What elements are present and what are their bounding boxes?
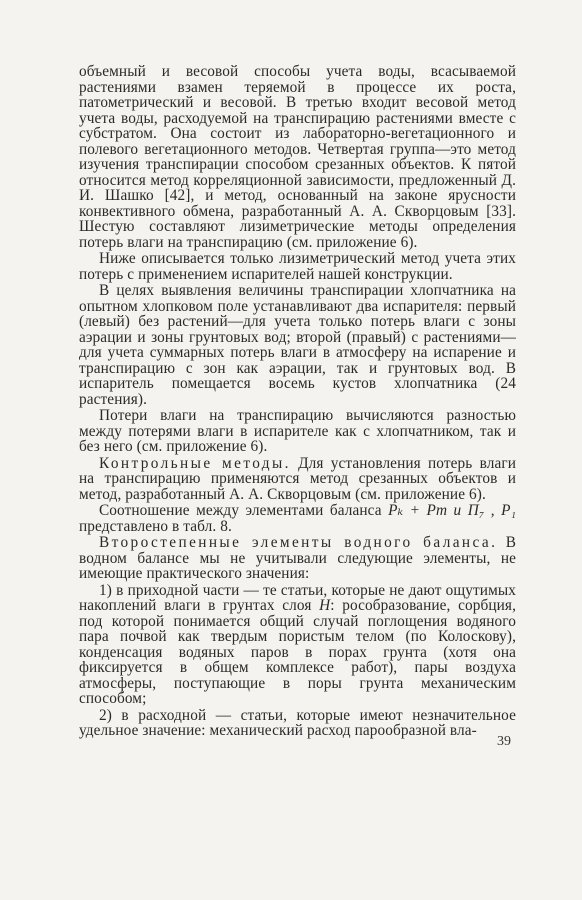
paragraph-text: представлено в табл. 8. (79, 517, 232, 535)
page-number: 39 (497, 734, 511, 749)
paragraph: 2) в расходной — статьи, которые имеют незначительное удельное значение: механический расход парообразной вла- (79, 706, 516, 739)
paragraph-text: Соотношение между элементами баланса (99, 502, 389, 519)
paragraph (79, 535, 516, 582)
paragraph-text: : рособразование, сорбция, под которой понимается общий случай поглощения водяного пара почвой как твердым пористым телом (по Колоскову), конденсация водяных паров в порах грунта (хотя она фиксируется в общем комплексе работ), пары воздуха атмосферы, поступающие в поры грунта механическим способом; (79, 597, 516, 707)
paragraph (79, 583, 516, 707)
formula: H (319, 597, 331, 614)
paragraph-text: Для установления потерь влаги на транспирацию применяются метод срезанных объектов и метод, разработанный А. А. Скворцовым (см. приложение 6). (79, 454, 517, 503)
paragraph-text: 1) в приходной части — те статьи, которые не дают ощутимых накоплений влаги в грунтах слоя (79, 581, 516, 614)
paragraph: В целях выявления величины транспирации хлопчатника на опытном хлопковом поле устанавливают два испарителя: первый (левый) без растений—для учета только потерь влаги с зоны аэрации и зоны грунтовых вод; второй (правый) с растениями—для учета суммарных потерь влаги в атмосферу на испарение и транспирацию с зон как аэрации, так и грунтовых вод. В испаритель помещается восемь кустов хлопчатника (24 растения). (79, 282, 516, 408)
formula: Pₖ + Pт и Π₇ , P₁ (388, 502, 516, 519)
section-heading: Второстепенные элементы водного баланса. (99, 534, 498, 551)
paragraph-text: В водном балансе мы не учитывали следующие элементы, не имеющие практического значения: (79, 534, 516, 582)
section-heading: Контрольные методы. (99, 454, 291, 472)
paragraph: Потери влаги на транспирацию вычисляются разностью между потерями влаги в испарителе как с хлопчатником, так и без него (см. приложение 6). (79, 407, 516, 455)
paragraph: Ниже описывается только лизиметрический метод учета этих потерь с применением испарителей нашей конструкции. (79, 250, 516, 283)
body-text (79, 64, 516, 739)
paragraph (79, 456, 516, 503)
paragraph: объемный и весовой способы учета воды, всасываемой растениями взамен теряемой в процессе их роста, патометрический и весовой. В третью входит весовой метод учета воды, расходуемой на транспирацию растениями вместе с субстратом. Она состоит из лабораторно-вегетационного и полевого вегетационного методов. Четвертая группа—это метод изучения транспирации способом срезанных объектов. К пятой относится метод корреляционной зависимости, предложенный Д. И. Шашко [42], и метод, основанный на законе ярусности конвективного обмена, разработанный А. А. Скворцовым [33]. Шестую составляют лизиметрические методы определения потерь влаги на транспирацию (см. приложение 6). (79, 63, 516, 251)
paragraph (79, 503, 516, 534)
